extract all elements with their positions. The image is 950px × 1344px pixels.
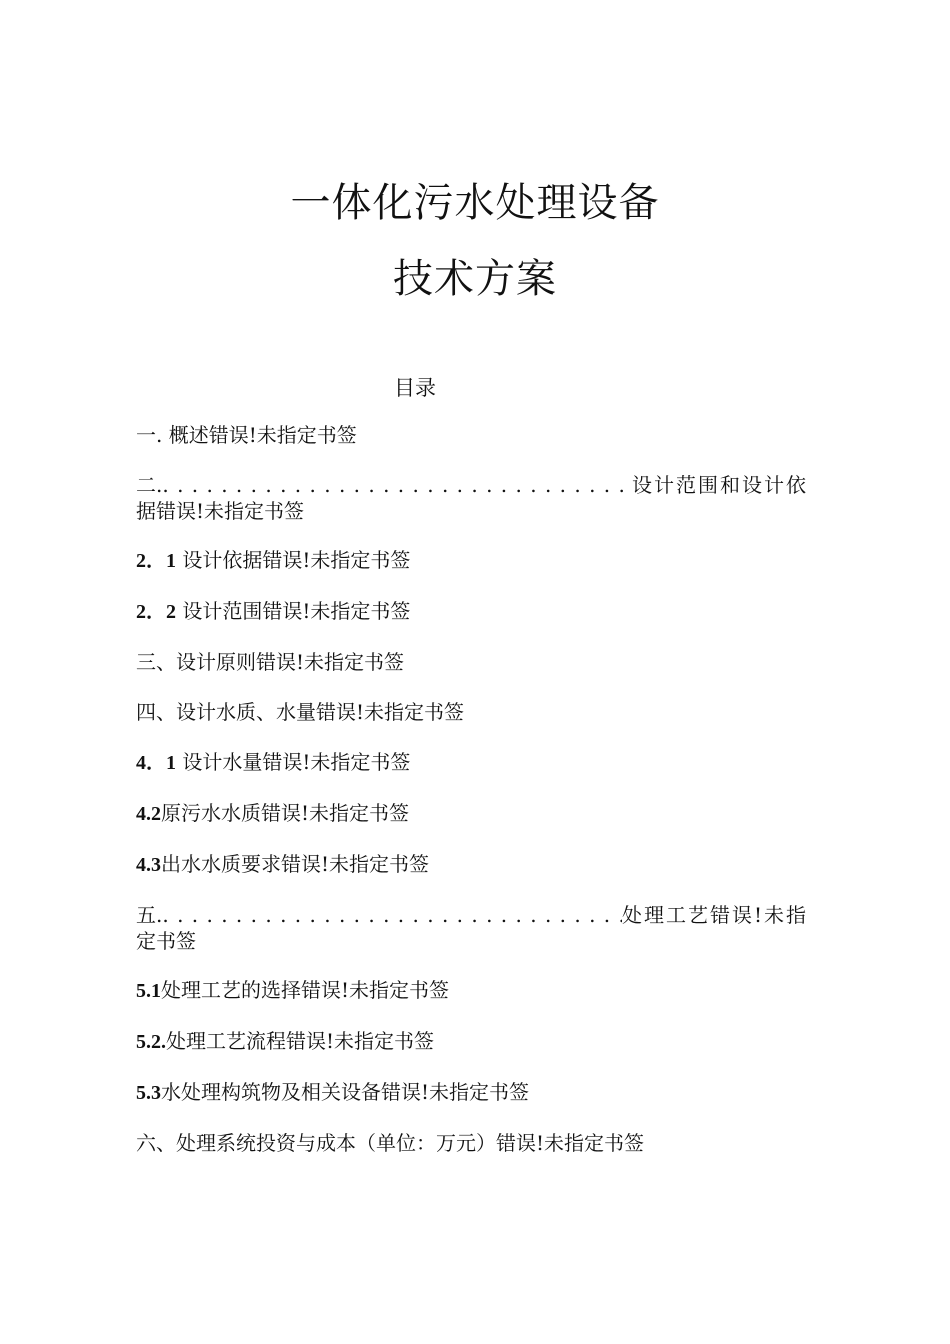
toc-item-text: 四、设计水质、水量错误!未指定书签 xyxy=(136,700,465,724)
toc-item-text: 六、处理系统投资与成本（单位：万元）错误!未指定书签 xyxy=(136,1131,645,1155)
toc-item[interactable] xyxy=(136,699,808,725)
toc-item-number: 4．1 xyxy=(136,752,176,774)
toc-item-number: 4.3 xyxy=(136,854,161,876)
toc-item-text: 处理工艺流程错误!未指定书签 xyxy=(166,1029,435,1053)
toc-item-number: 5.2. xyxy=(136,1031,166,1053)
toc-item-text: 设计范围和设计依 xyxy=(632,473,808,497)
toc-item[interactable] xyxy=(136,1028,808,1055)
toc-item-text: 处理工艺错误!未指 xyxy=(621,903,808,927)
document-title-line2: 技术方案 xyxy=(393,255,557,302)
toc-item[interactable] xyxy=(136,1079,808,1106)
toc-item-text: 设计水量错误!未指定书签 xyxy=(182,750,411,774)
toc-item-number: 五. xyxy=(136,903,163,927)
toc-item-number: 2．2 xyxy=(136,601,176,623)
toc-item[interactable] xyxy=(136,422,808,448)
toc-dot-leader xyxy=(162,472,632,498)
toc-item[interactable] xyxy=(136,547,808,574)
toc-item-number: 5.1 xyxy=(136,980,161,1002)
toc-item-text: 出水水质要求错误!未指定书签 xyxy=(161,852,430,876)
table-of-contents xyxy=(136,422,808,1180)
toc-item[interactable] xyxy=(136,649,808,675)
toc-item-text: 三、设计原则错误!未指定书签 xyxy=(136,650,405,674)
toc-heading: 目录 xyxy=(394,376,436,400)
toc-item-number: 二. xyxy=(136,473,163,497)
toc-item[interactable] xyxy=(136,977,808,1004)
toc-item[interactable] xyxy=(136,800,808,827)
toc-item[interactable] xyxy=(136,472,808,524)
toc-item-text: 设计范围错误!未指定书签 xyxy=(182,599,411,623)
toc-item-number: 5.3 xyxy=(136,1082,161,1104)
toc-item-text: 原污水水质错误!未指定书签 xyxy=(161,801,410,825)
toc-item[interactable] xyxy=(136,851,808,878)
toc-item-text-continued: 定书签 xyxy=(136,929,196,953)
toc-item-number: 4.2 xyxy=(136,803,161,825)
document-title-line1: 一体化污水处理设备 xyxy=(290,179,660,226)
toc-item-text: 处理工艺的选择错误!未指定书签 xyxy=(161,978,450,1002)
toc-item[interactable] xyxy=(136,902,808,954)
toc-item[interactable] xyxy=(136,749,808,776)
toc-item-number: 2．1 xyxy=(136,550,176,572)
toc-item-text: 水处理构筑物及相关设备错误!未指定书签 xyxy=(161,1080,530,1104)
toc-item-text-continued: 据错误!未指定书签 xyxy=(136,499,305,523)
toc-item-text: 一. 概述错误!未指定书签 xyxy=(136,423,357,447)
toc-item[interactable] xyxy=(136,598,808,625)
toc-item-text: 设计依据错误!未指定书签 xyxy=(182,548,411,572)
toc-item[interactable] xyxy=(136,1130,808,1156)
toc-dot-leader xyxy=(162,902,622,928)
